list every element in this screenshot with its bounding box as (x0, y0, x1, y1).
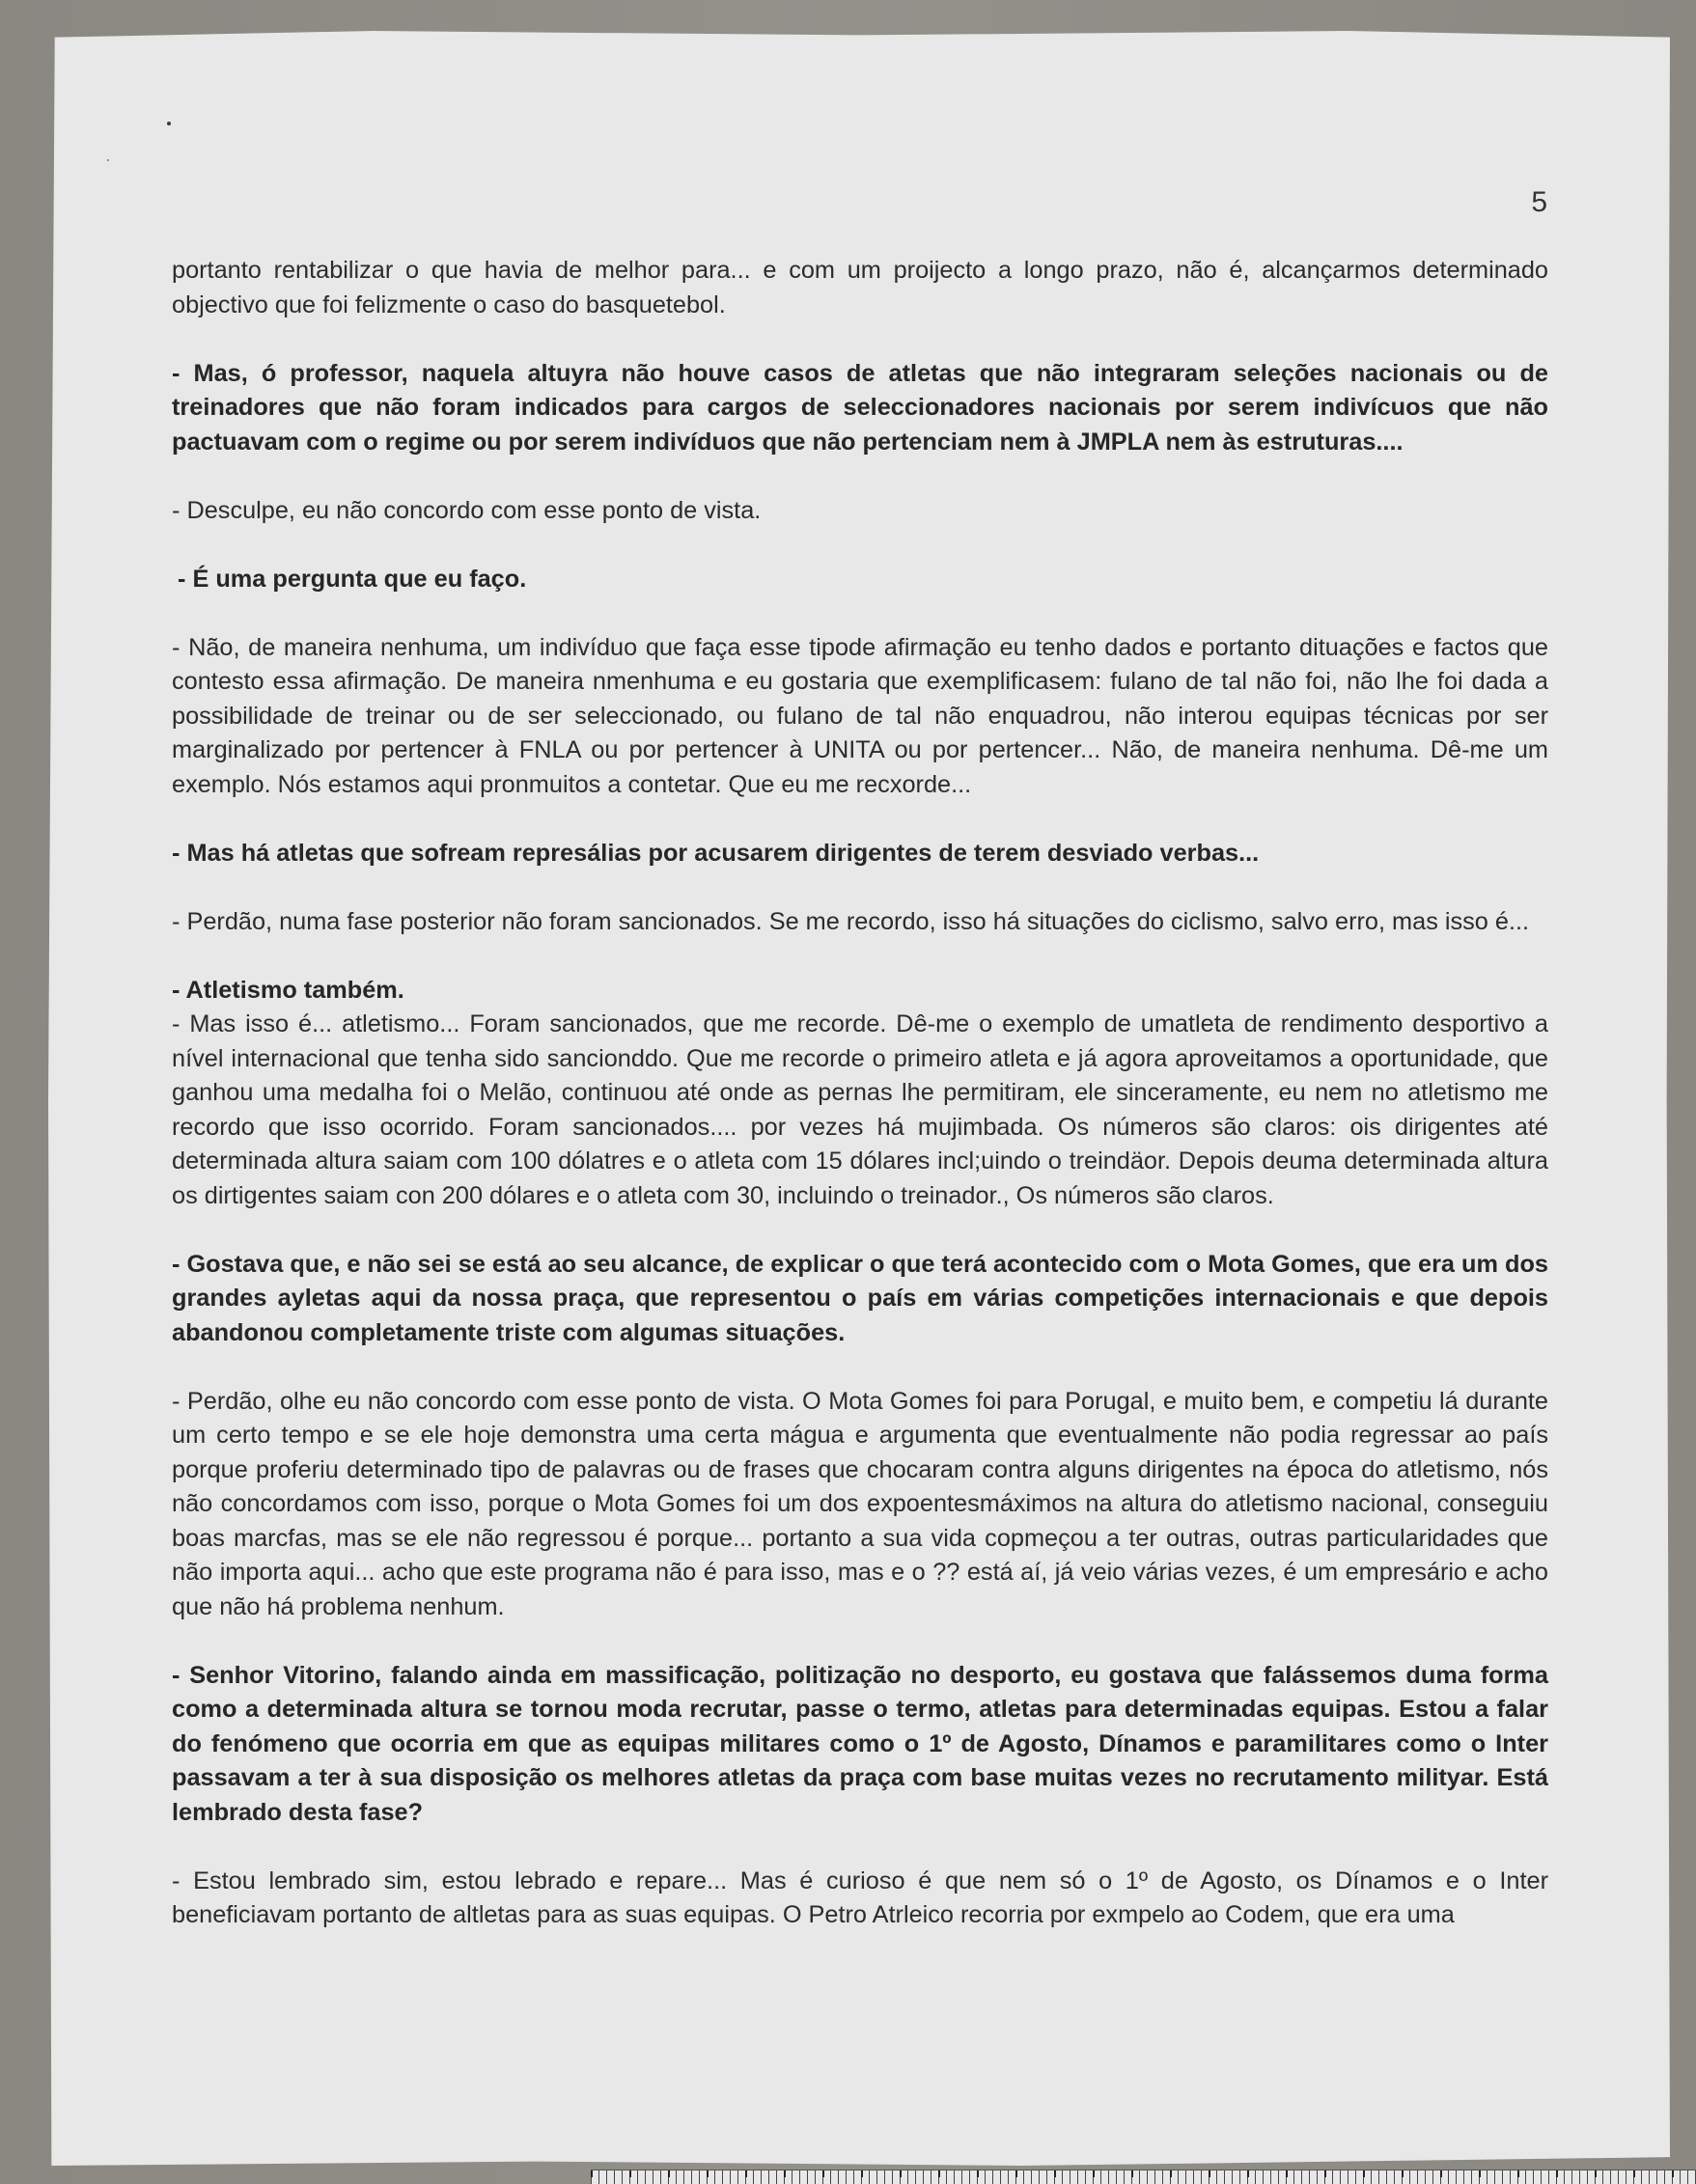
page-number: 5 (1531, 186, 1547, 218)
answer-paragraph: - Mas isso é... atletismo... Foram sancionados, que me recorde. Dê-me o exemplo de umatleta de rendimento desportivo a nível internacional que tenha sido sancionddo. Que me recorde o primeiro atleta e já agora aproveitamos a oportunidade, que ganhou uma medalha foi o Melão, continuou até onde as pernas lhe permitiram, ele sinceramente, eu nem no atletismo me recordo que isso ocorrido. Foram sancionados.... por vezes há mujimbada. Os números são claros: ois dirigentes até determinada altura saiam com 100 dólatres e o atleta com 15 dólares incl;uindo o treindäor. Depois deuma determinada altura os dirtigentes saiam con 200 dólares e o atleta com 30, incluindo o treinador., Os números são claros. (172, 1010, 1548, 1209)
answer-paragraph: - Perdão, olhe eu não concordo com esse ponto de vista. O Mota Gomes foi para Porugal, e muito bem, e competiu lá durante um certo tempo e se ele hoje demonstra uma certa mágua e argumenta que eventualmente não podia regressar ao país porque proferiu determinado tipo de palavras ou de frases que chocaram contra alguns dirigentes na época do atletismo, nós não concordamos com isso, porque o Mota Gomes foi um dos expoentesmáximos na altura do atletismo nacional, conseguiu boas marcfas, mas se ele não regressou é porque... portanto a sua vida copmeçou a ter outras, outras particularidades que não importa aqui... acho que este programa não é para isso, mas e o ?? está aí, já veio várias vezes, é um empresário e acho que não há problema nenhum. (172, 1387, 1548, 1620)
question-paragraph: - Atletismo também. (172, 976, 404, 1004)
answer-paragraph: portanto rentabilizar o que havia de melhor para... e com um proijecto a longo prazo, não é, alcançarmos determinado objectivo que foi felizmente o caso do basquetebol. (172, 257, 1548, 318)
question-paragraph: - Mas há atletas que sofream represálias por acusarem dirigentes de terem desviado verbas... (172, 839, 1260, 867)
question-paragraph: - É uma pergunta que eu faço. (178, 565, 527, 593)
question-paragraph: - Gostava que, e não sei se está ao seu alcance, de explicar o que terá acontecido com o Mota Gomes, que era um dos grandes ayletas aqui da nossa praça, que representou o país em várias competições internacionais e que depois abandonou completamente triste com algumas situações. (172, 1250, 1548, 1346)
answer-paragraph: - Não, de maneira nenhuma, um indivíduo que faça esse tipode afirmação eu tenho dados e portanto dituações e factos que contesto essa afirmação. De maneira nmenhuma e eu gostaria que exemplificasem: fulano de tal não foi, não lhe foi dada a possibilidade de treinar ou de ser seleccionado, ou fulano de tal não enquadrou, não interou equipas técnicas por ser marginalizado por pertencer à FNLA ou por pertencer à UNITA ou por pertencer... Não, de maneira nenhuma. Dê-me um exemplo. Nós estamos aqui pronmuitos a contetar. Que eu me recxorde... (172, 633, 1548, 798)
scan-ruler (591, 2170, 1696, 2184)
question-paragraph: - Mas, ó professor, naquela altuyra não houve casos de atletas que não integraram seleções nacionais ou de treinadores que não foram indicados para cargos de seleccionadores nacionais por serem indivícuos que não pactuavam com o regime ou por serem indivíduos que não pertenciam nem à JMPLA nem às estruturas.... (172, 359, 1548, 456)
question-paragraph: - Senhor Vitorino, falando ainda em massificação, politização no desporto, eu gostava que falássemos duma forma como a determinada altura se tornou moda recrutar, passe o termo, atletas para determinadas equipas. Estou a falar do fenómeno que ocorria em que as equipas militares como o 1º de Agosto, Dínamos e paramilitares como o Inter passavam a ter à sua disposição os melhores atletas da praça com base muitas vezes no recrutamento milityar. Está lembrado desta fase? (172, 1661, 1548, 1826)
scan-speck (167, 122, 171, 125)
answer-paragraph: - Estou lembrado sim, estou lebrado e repare... Mas é curioso é que nem só o 1º de Agosto, os Dínamos e o Inter beneficiavam portanto de altletas para as suas equipas. O Petro Atrleico recorria por exmpelo ao Codem, que era uma (172, 1866, 1548, 1928)
scan-speck (107, 159, 109, 161)
answer-paragraph: - Perdão, numa fase posterior não foram sancionados. Se me recordo, isso há situações do ciclismo, salvo erro, mas isso é... (172, 907, 1530, 935)
document-body (172, 254, 1548, 1967)
answer-paragraph: - Desculpe, eu não concordo com esse ponto de vista. (172, 496, 762, 524)
